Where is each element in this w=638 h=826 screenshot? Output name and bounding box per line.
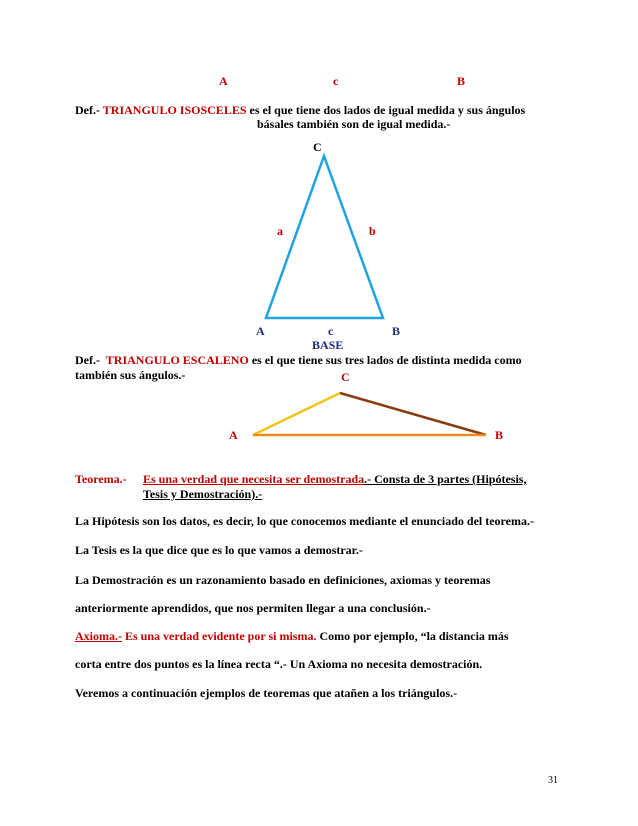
- teorema-definition: Es una verdad que necesita ser demostrada: [143, 472, 365, 486]
- isosceles-triangle: [266, 156, 383, 318]
- iso-side-c: c: [328, 324, 334, 338]
- axioma-definition: Es una verdad evidente por si misma.: [122, 629, 317, 643]
- def-scalene-text: es el que tiene sus tres lados de distinta medida como: [251, 353, 522, 367]
- iso-vertex-b: B: [392, 324, 401, 338]
- axioma-label: Axioma.-: [75, 629, 122, 643]
- iso-vertex-a: A: [256, 324, 265, 338]
- demostracion-line2: anteriormente aprendidos, que nos permiten llegar a una conclusión.-: [75, 601, 431, 615]
- scalene-side-ac: [253, 393, 340, 435]
- scalene-side-cb: [340, 393, 486, 435]
- top-label-b: B: [457, 74, 466, 88]
- axioma-line1: [75, 629, 575, 643]
- iso-side-a: a: [277, 224, 283, 238]
- demostracion-line1: La Demostración es un razonamiento basado en definiciones, axiomas y teoremas: [75, 573, 491, 587]
- iso-base-label: BASE: [312, 338, 344, 352]
- teorema-line1: [75, 472, 575, 486]
- tesis-paragraph: La Tesis es la que dice que es lo que vamos a demostrar.-: [75, 543, 363, 557]
- axioma-rest: Como por ejemplo, “la distancia más: [316, 629, 509, 643]
- def-isosceles-line2: básales también son de igual medida.-: [257, 117, 451, 131]
- hipotesis-paragraph: La Hipótesis son los datos, es decir, lo que conocemos mediante el enunciado del teorema.-: [75, 514, 534, 528]
- def-scalene-prefix: Def.-: [75, 353, 100, 367]
- teorema-after: .- Consta de 3 partes (Hipótesis,: [364, 472, 527, 486]
- scalene-vertex-a: A: [229, 428, 238, 442]
- def-isosceles-prefix: Def.-: [75, 103, 100, 117]
- teorema-line2: Tesis y Demostración).-: [143, 487, 263, 501]
- def-scalene-line2: también sus ángulos.-: [75, 368, 186, 382]
- def-scalene: [75, 353, 565, 383]
- teorema-label: Teorema.-: [75, 472, 127, 486]
- top-label-a: A: [219, 74, 228, 88]
- page-number: 31: [548, 775, 558, 786]
- def-isosceles-term: TRIANGULO ISOSCELES: [102, 103, 247, 117]
- axioma-line2: corta entre dos puntos es la línea recta “.- Un Axioma no necesita demostración.: [75, 657, 483, 671]
- def-scalene-term: TRIANGULO ESCALENO: [105, 353, 249, 367]
- closing-paragraph: Veremos a continuación ejemplos de teoremas que atañen a los triángulos.-: [75, 686, 458, 700]
- scalene-vertex-c: C: [341, 370, 350, 384]
- iso-side-b: b: [369, 224, 376, 238]
- def-isosceles-text: es el que tiene dos lados de igual medida y sus ángulos: [249, 103, 526, 117]
- top-label-c: c: [333, 74, 339, 88]
- iso-vertex-c: C: [313, 140, 322, 154]
- scalene-vertex-b: B: [495, 428, 504, 442]
